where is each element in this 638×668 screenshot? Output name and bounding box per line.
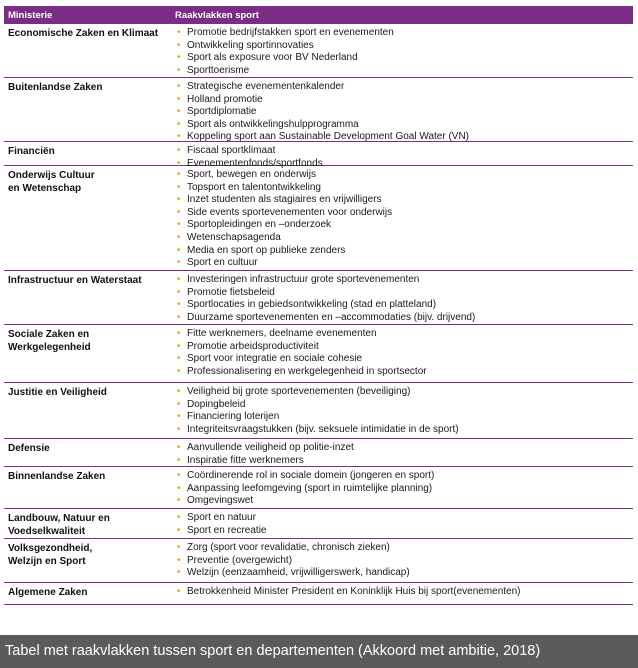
- topic-item: [177, 232, 633, 245]
- bullet-icon: •: [177, 194, 181, 206]
- bullet-icon: •: [177, 411, 181, 423]
- bullet-icon: •: [177, 423, 181, 435]
- bullet-icon: •: [177, 64, 181, 76]
- topic-text: Aanpassing leefomgeving (sport in ruimtelijke planning): [187, 482, 433, 494]
- ministry-name: Volksgezondheid, Welzijn en Sport: [8, 543, 93, 567]
- topic-item: [177, 65, 633, 78]
- bullet-icon: •: [177, 169, 181, 180]
- bullet-icon: •: [177, 244, 181, 256]
- ministry-name: Onderwijs Cultuur en Wetenschap: [8, 170, 95, 194]
- bullet-icon: •: [177, 81, 181, 92]
- topic-item: [177, 40, 633, 53]
- table-header: [4, 6, 633, 24]
- ministry-name: Binnenlandse Zaken: [8, 471, 106, 482]
- topic-item: [177, 411, 633, 424]
- bullet-icon: •: [177, 145, 181, 156]
- topic-text: Promotie fietsbeleid: [187, 286, 275, 298]
- bullet-icon: •: [177, 554, 181, 566]
- topic-item: [177, 483, 633, 496]
- topic-item: [177, 470, 633, 483]
- ministry-name: Justitie en Veiligheid: [8, 387, 107, 398]
- topic-text: Koppeling sport aan Sustainable Development Goal Water (VN): [187, 131, 470, 143]
- topic-item: [177, 52, 633, 65]
- topic-item: [177, 94, 633, 107]
- header-ministerie: Ministerie: [8, 9, 53, 21]
- table-row: [4, 271, 633, 325]
- topic-text: Sporttoerisme: [187, 64, 250, 76]
- topic-item: [177, 257, 633, 270]
- bullet-icon: •: [177, 52, 181, 64]
- topic-text: Sportdiplomatie: [187, 106, 257, 118]
- topic-item: [177, 353, 633, 366]
- topic-item: [177, 119, 633, 132]
- table-body: [4, 24, 633, 605]
- topic-text: Duurzame sportevenementen en –accommodaties (bijv. drijvend): [187, 311, 476, 323]
- topic-list: [171, 24, 633, 77]
- topic-text: Professionalisering en werkgelegenheid in sportsector: [187, 365, 427, 377]
- topic-text: Welzijn (eenzaamheid, vrijwilligerswerk, handicap): [187, 567, 410, 579]
- table-row: [4, 166, 633, 271]
- bullet-icon: •: [177, 257, 181, 269]
- bullet-icon: •: [177, 131, 181, 143]
- topic-text: Media en sport op publieke zenders: [187, 244, 346, 256]
- topic-text: Betrokkenheid Minister President en Koninklijk Huis bij sport(evenementen): [187, 586, 521, 597]
- topic-item: [177, 182, 633, 195]
- ministries-table: [4, 6, 633, 605]
- bullet-icon: •: [177, 398, 181, 410]
- topic-item: [177, 312, 633, 325]
- ministry-name: Defensie: [8, 443, 50, 454]
- ministry-name: Sociale Zaken en Werkgelegenheid: [8, 329, 91, 353]
- bullet-icon: •: [177, 365, 181, 377]
- topic-list: [171, 439, 633, 466]
- topic-text: Evenementenfonds/sportfonds: [187, 157, 323, 169]
- topic-list: [171, 383, 633, 438]
- bullet-icon: •: [177, 470, 181, 481]
- topic-item: [177, 299, 633, 312]
- topic-list: [171, 325, 633, 382]
- bullet-icon: •: [177, 219, 181, 231]
- topic-item: [177, 328, 633, 341]
- topic-text: Holland promotie: [187, 93, 263, 105]
- topic-item: [177, 274, 633, 287]
- topic-list: [171, 467, 633, 508]
- topic-item: [177, 525, 633, 538]
- bullet-icon: •: [177, 311, 181, 323]
- bullet-icon: •: [177, 340, 181, 352]
- topic-item: [177, 194, 633, 207]
- topic-item: [177, 555, 633, 568]
- topic-text: Sport en natuur: [187, 512, 256, 523]
- ministry-name: Economische Zaken en Klimaat: [8, 28, 159, 39]
- topic-item: [177, 424, 633, 437]
- topic-item: [177, 386, 633, 399]
- topic-text: Fitte werknemers, deelname evenementen: [187, 328, 377, 339]
- topic-text: Integriteitsvraagstukken (bijv. seksuele intimidatie in de sport): [187, 423, 459, 435]
- topic-item: [177, 341, 633, 354]
- bullet-icon: •: [177, 93, 181, 105]
- topic-item: [177, 495, 633, 508]
- bullet-icon: •: [177, 274, 181, 285]
- topic-text: Ontwikkeling sportinnovaties: [187, 39, 314, 51]
- table-row: [4, 439, 633, 467]
- topic-item: [177, 567, 633, 580]
- ministry-name: Infrastructuur en Waterstaat: [8, 275, 142, 286]
- bullet-icon: •: [177, 586, 181, 597]
- topic-item: [177, 245, 633, 258]
- bullet-icon: •: [177, 157, 181, 169]
- topic-text: Promotie arbeidsproductiviteit: [187, 340, 319, 352]
- topic-text: Preventie (overgewicht): [187, 554, 293, 566]
- bullet-icon: •: [177, 181, 181, 193]
- bullet-icon: •: [177, 299, 181, 311]
- topic-text: Sport, bewegen en onderwijs: [187, 169, 316, 180]
- table-row: [4, 583, 633, 605]
- topic-text: Veiligheid bij grote sportevenementen (beveiliging): [187, 386, 411, 397]
- table-row: [4, 78, 633, 142]
- topic-item: [177, 219, 633, 232]
- topic-text: Sportlocaties in gebiedsontwikkeling (stad en platteland): [187, 299, 437, 311]
- bullet-icon: •: [177, 512, 181, 523]
- topic-list: [171, 78, 633, 141]
- table-row: [4, 325, 633, 383]
- topic-item: [177, 81, 633, 94]
- topic-item: [177, 455, 633, 468]
- ministry-name: Buitenlandse Zaken: [8, 82, 103, 93]
- bullet-icon: •: [177, 118, 181, 130]
- topic-item: [177, 542, 633, 555]
- topic-text: Investeringen infrastructuur grote sportevenementen: [187, 274, 420, 285]
- bullet-icon: •: [177, 286, 181, 298]
- ministry-name: Financiën: [8, 146, 55, 157]
- topic-text: Side events sportevenementen voor onderwijs: [187, 206, 393, 218]
- topic-text: Sport voor integratie en sociale cohesie: [187, 353, 363, 365]
- bullet-icon: •: [177, 27, 181, 38]
- topic-list: [171, 509, 633, 538]
- bullet-icon: •: [177, 482, 181, 494]
- topic-text: Sport en recreatie: [187, 524, 267, 536]
- topic-list: [171, 539, 633, 582]
- topic-item: [177, 287, 633, 300]
- topic-text: Financiering loterijen: [187, 411, 280, 423]
- table-row: [4, 24, 633, 78]
- table-row: [4, 539, 633, 583]
- bullet-icon: •: [177, 231, 181, 243]
- bullet-icon: •: [177, 524, 181, 536]
- topic-text: Aanvullende veiligheid op politie-inzet: [187, 442, 354, 453]
- topic-item: [177, 131, 633, 144]
- bullet-icon: •: [177, 442, 181, 453]
- table-row: [4, 509, 633, 539]
- topic-text: Fiscaal sportklimaat: [187, 145, 276, 156]
- bullet-icon: •: [177, 386, 181, 397]
- topic-text: Omgevingswet: [187, 495, 254, 507]
- topic-item: [177, 27, 633, 40]
- topic-text: Zorg (sport voor revalidatie, chronisch zieken): [187, 542, 390, 553]
- table-row: [4, 142, 633, 169]
- table-row: [4, 383, 633, 439]
- bullet-icon: •: [177, 206, 181, 218]
- topic-item: [177, 207, 633, 220]
- topic-item: [177, 512, 633, 525]
- ministry-name: Landbouw, Natuur en Voedselkwaliteit: [8, 513, 110, 537]
- bullet-icon: •: [177, 567, 181, 579]
- table-row: [4, 467, 633, 509]
- bullet-icon: •: [177, 353, 181, 365]
- ministry-name: Algemene Zaken: [8, 587, 88, 598]
- topic-item: [177, 586, 633, 599]
- topic-text: Sport als ontwikkelingshulpprogramma: [187, 118, 359, 130]
- bullet-icon: •: [177, 542, 181, 553]
- topic-text: Sport en cultuur: [187, 257, 258, 269]
- topic-list: [171, 142, 633, 169]
- bullet-icon: •: [177, 328, 181, 339]
- bullet-icon: •: [177, 39, 181, 51]
- topic-item: [177, 169, 633, 182]
- topic-text: Sportopleidingen en –onderzoek: [187, 219, 331, 231]
- topic-item: [177, 106, 633, 119]
- topic-text: Inzet studenten als stagiaires en vrijwilligers: [187, 194, 382, 206]
- figure-caption: Tabel met raakvlakken tussen sport en departementen (Akkoord met ambitie, 2018): [0, 635, 638, 668]
- topic-text: Wetenschapsagenda: [187, 231, 281, 243]
- topic-item: [177, 145, 633, 158]
- topic-item: [177, 366, 633, 379]
- topic-list: [171, 271, 633, 324]
- topic-list: [171, 583, 633, 604]
- topic-list: [171, 166, 633, 270]
- topic-text: Dopingbeleid: [187, 398, 246, 410]
- topic-text: Inspiratie fitte werknemers: [187, 454, 304, 466]
- bullet-icon: •: [177, 106, 181, 118]
- bullet-icon: •: [177, 454, 181, 466]
- topic-text: Topsport en talentontwikkeling: [187, 181, 321, 193]
- topic-text: Strategische evenementenkalender: [187, 81, 345, 92]
- topic-text: Coördinerende rol in sociale domein (jongeren en sport): [187, 470, 435, 481]
- topic-text: Sport als exposure voor BV Nederland: [187, 52, 358, 64]
- header-raakvlakken-sport: Raakvlakken sport: [175, 9, 259, 21]
- topic-text: Promotie bedrijfstakken sport en evenementen: [187, 27, 394, 38]
- topic-item: [177, 399, 633, 412]
- bullet-icon: •: [177, 495, 181, 507]
- topic-item: [177, 442, 633, 455]
